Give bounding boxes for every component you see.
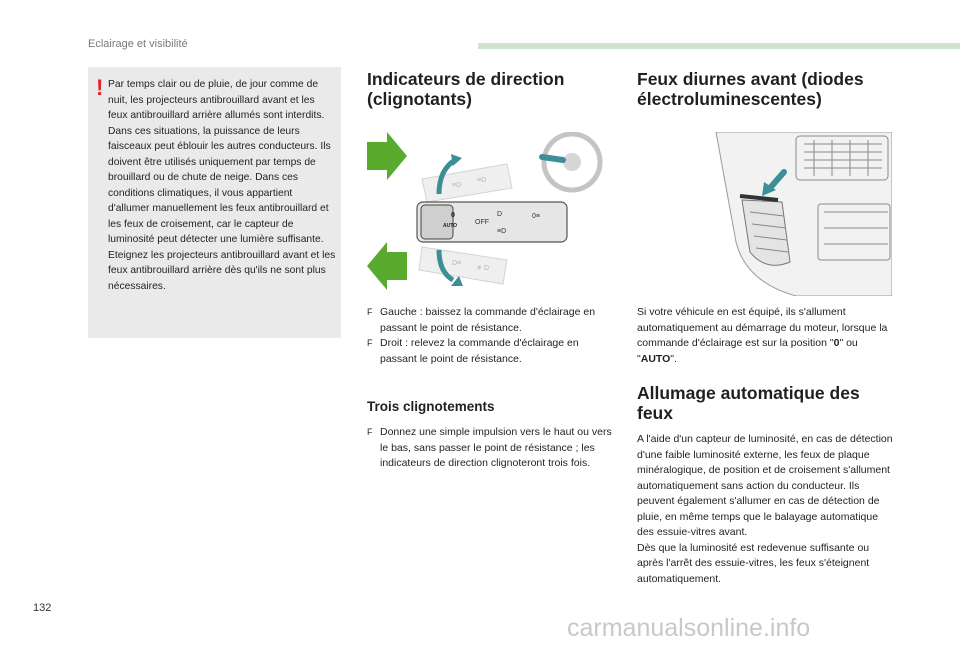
daytime-position-auto: AUTO — [640, 352, 671, 365]
auto-lighting-description — [637, 432, 895, 587]
stalk-mark-6: D — [497, 211, 503, 218]
bullet-mark-icon: F — [367, 427, 373, 437]
stalk-label-zero: 0 — [451, 212, 455, 219]
daytime-heading-line2: électroluminescentes) — [637, 89, 822, 109]
warning-text: Par temps clair ou de pluie, de jour comme de nuit, les projecteurs antibrouillard avant et les feux antibrouillard arrière allumés sont interdits. Dans ces situations, la puissance de leurs faisceaux peut éblouir les autres conducteurs. Ils doivent être utilisés uniquement par temps de brouillard ou de chute de neige. Dans ces conditions climatiques, il vous appartient d'allumer manuellement les feux antibrouillard et les feux de croisement, car le capteur de luminosité peut détecter une lumière suffisante. Eteignez les projecteurs antibrouillard avant et les feux antibrouillard arrière dès qu'ils ne sont plus nécessaires. — [108, 79, 336, 292]
indicators-bullet-list — [367, 305, 612, 367]
indicators-heading-line2: (clignotants) — [367, 89, 472, 109]
warning-icon: ! — [96, 75, 104, 100]
left-arrow-icon — [367, 242, 407, 290]
daytime-text-after: ". — [670, 352, 677, 365]
daytime-text-before: Si votre véhicule en est équipé, ils s'allument automatiquement au démarrage du moteur, lorsque la commande d'éclairage est sur la position " — [637, 306, 888, 349]
daytime-description — [637, 305, 889, 367]
stalk-mark-4: ≢D — [477, 265, 490, 272]
watermark: carmanualsonline.info — [567, 614, 811, 642]
lighting-stalk-illustration — [367, 132, 610, 292]
section-header-bar — [478, 43, 960, 49]
indicators-heading-line1: Indicateurs de direction — [367, 69, 565, 89]
stalk-mark-7: ≡D — [497, 228, 507, 235]
bullet-text: Gauche : baissez la commande d'éclairage en passant le point de résistance. — [380, 306, 596, 334]
stalk-mark-3: D≡ — [452, 260, 462, 267]
section-title: Eclairage et visibilité — [88, 38, 188, 50]
list-item — [367, 336, 612, 367]
three-flashes-bullet-list — [367, 425, 612, 472]
auto-lighting-heading-line2: feux — [637, 403, 673, 423]
daytime-heading-line1: Feux diurnes avant (diodes — [637, 69, 864, 89]
stalk-mark-2: ≡D — [477, 177, 487, 184]
page-number: 132 — [33, 602, 52, 614]
auto-lighting-heading-line1: Allumage automatique des — [637, 383, 860, 403]
auto-lighting-heading — [637, 383, 937, 423]
bullet-text: Donnez une simple impulsion vers le haut ou vers le bas, sans passer le point de résistance ; les indicateurs de direction clignoteront trois fois. — [380, 426, 612, 469]
three-flashes-heading: Trois clignotements — [367, 399, 495, 414]
list-item — [367, 425, 612, 472]
daytime-position-zero: 0 — [833, 337, 840, 349]
daytime-lights-illustration — [706, 132, 892, 296]
list-item — [367, 305, 612, 336]
daytime-text-middle: " ou " — [637, 337, 858, 365]
stalk-label-auto: AUTO — [443, 223, 458, 229]
daytime-lights-heading — [637, 69, 937, 109]
stalk-mark-5: OFF — [475, 219, 489, 226]
bullet-mark-icon: F — [367, 338, 373, 348]
auto-lighting-paragraph-1: A l'aide d'un capteur de luminosité, en cas de détection d'une faible luminosité externe, les feux de plaque minéralogique, de position et de croisement s'allument automatiquement sans action du conducteur. Ils peuvent également s'allumer en cas de détection de pluie, en même temps que le balayage automatique des essuie-vitres avant. — [637, 433, 893, 538]
auto-lighting-paragraph-2: Dès que la luminosité est redevenue suffisante ou après l'arrêt des essuie-vitres, les feux s'éteignent automatiquement. — [637, 541, 870, 585]
bullet-text: Droit : relevez la commande d'éclairage en passant le point de résistance. — [380, 337, 579, 365]
warning-box — [88, 67, 341, 338]
stalk-mark-1: ≡D — [452, 182, 462, 189]
stalk-mark-8: 0≡ — [532, 213, 540, 220]
indicators-heading — [367, 69, 607, 109]
right-arrow-icon — [367, 132, 407, 180]
lighting-stalk — [417, 202, 567, 242]
bullet-mark-icon: F — [367, 307, 373, 317]
